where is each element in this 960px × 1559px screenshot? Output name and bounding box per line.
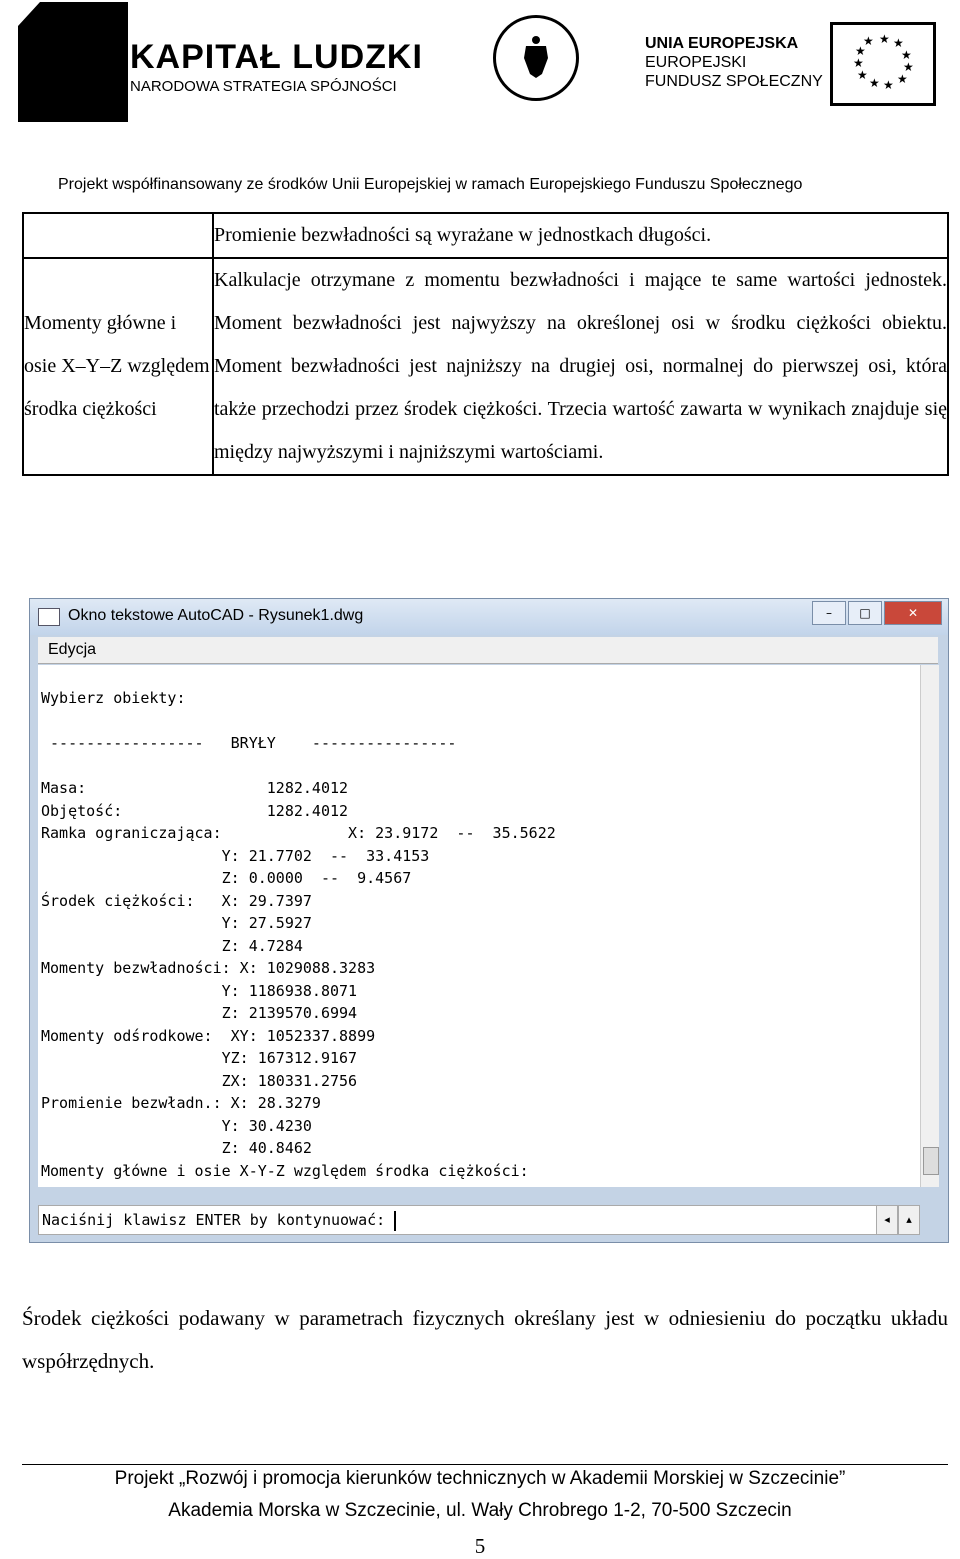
page-number: 5 xyxy=(474,1534,486,1558)
text-cursor xyxy=(394,1211,396,1231)
menu-bar xyxy=(38,637,938,664)
close-button[interactable]: ✕ xyxy=(884,601,942,625)
radius-description: Promienie bezwładności są wyrażane w jednostkach długości. xyxy=(214,224,712,246)
table-cell xyxy=(213,213,948,258)
body-paragraph: Środek ciężkości podawany w parametrach fizycznych określany jest w odniesieniu do początku układu współrzędnych. xyxy=(22,1306,948,1373)
principal-moments-description: Kalkulacje otrzymane z momentu bezwładności i mające te same wartości jednostek. Moment bezwładności jest najwyższy na określonej osi w środku ciężkości obiektu. Moment bezwładności jest najniższy na drugiej osi, normalnej do pierwszej osi, która także przechodzi przez środek ciężkości. Trzecia wartość zawarta w wynikach znajduje się między najwyższymi i najniższymi wartościami. xyxy=(214,269,947,463)
svg-text:★: ★ xyxy=(869,76,880,90)
table-cell xyxy=(213,258,948,475)
window-app-icon xyxy=(38,608,60,626)
maximize-button[interactable]: □ xyxy=(848,601,882,625)
ue-line-1: UNIA EUROPEJSKA xyxy=(645,35,799,52)
cmd-scroll-left-icon[interactable]: ◂ xyxy=(876,1205,898,1235)
table-cell xyxy=(23,258,213,475)
footer-address: Akademia Morska w Szczecinie, ul. Wały Chrobrego 1-2, 70-500 Szczecin xyxy=(168,1500,792,1521)
command-line[interactable] xyxy=(38,1205,900,1235)
autocad-text-window xyxy=(29,598,949,1243)
kapital-ludzki-subtitle: NARODOWA STRATEGIA SPÓJNOŚCI xyxy=(130,78,397,95)
svg-text:★: ★ xyxy=(879,32,890,46)
svg-text:★: ★ xyxy=(903,60,914,74)
ue-text-block xyxy=(645,34,823,91)
cofinance-note: Projekt współfinansowany ze środków Unii Europejskiej w ramach Europejskiego Funduszu Społecznego xyxy=(58,176,803,193)
svg-text:★: ★ xyxy=(853,56,864,70)
footer-project: Projekt „Rozwój i promocja kierunków technicznych w Akademii Morskiej w Szczecinie” xyxy=(114,1468,846,1489)
akademia-morska-seal xyxy=(493,15,579,101)
minimize-button[interactable]: – xyxy=(812,601,846,625)
table-row xyxy=(23,213,948,258)
cmd-scroll-up-icon[interactable]: ▴ xyxy=(898,1205,920,1235)
svg-text:★: ★ xyxy=(897,72,908,86)
svg-text:★: ★ xyxy=(855,44,866,58)
vertical-scrollbar[interactable] xyxy=(920,665,939,1187)
console-text: Wybierz obiekty: ----------------- BRYŁY ---------------- Masa: 1282.4012 Objętość: 1282.4012 Ramka ograniczająca: X: 23.9172 -- 35.5622 Y: 21.7702 -- 33.4153 Z: 0.0000 -- 9.4567 Środek ciężkości: X: 29.7397 Y: 27.5927 Z: 4.7284 Momenty bezwładności: X: 1029088.3283 Y: 1186938.8071 Z: 2139570.6994 Momenty odśrodkowe: XY: 1052337.8899 YZ: 167312.9167 ZX: 180331.2756 Promienie bezwładn.: X: 28.3279 Y: 30.4230 Z: 40.8462 Momenty główne i osie X-Y-Z względem środka ciężkości: xyxy=(41,689,556,1180)
table-row xyxy=(23,258,948,475)
footer-divider xyxy=(22,1464,948,1465)
svg-text:★: ★ xyxy=(883,78,894,92)
svg-text:★: ★ xyxy=(901,48,912,62)
info-table xyxy=(22,212,949,476)
scrollbar-thumb[interactable] xyxy=(923,1147,939,1175)
svg-text:★: ★ xyxy=(893,36,904,50)
principal-moments-label: Momenty główne i osie X–Y–Z względem środka ciężkości xyxy=(24,312,210,420)
svg-text:★: ★ xyxy=(857,68,868,82)
table-cell-empty xyxy=(23,213,213,258)
ue-line-2: EUROPEJSKI xyxy=(645,54,747,71)
command-prompt: Naciśnij klawisz ENTER by kontynuować: xyxy=(42,1211,386,1229)
kapital-ludzki-logo xyxy=(18,2,128,122)
eu-flag-icon xyxy=(830,22,936,106)
svg-text:★: ★ xyxy=(863,34,874,48)
kapital-ludzki-title: KAPITAŁ LUDZKI xyxy=(130,38,423,76)
menu-edycja[interactable]: Edycja xyxy=(48,641,97,658)
window-title: Okno tekstowe AutoCAD - Rysunek1.dwg xyxy=(68,607,364,624)
ue-line-3: FUNDUSZ SPOŁECZNY xyxy=(645,73,823,90)
console-output xyxy=(38,665,920,1187)
